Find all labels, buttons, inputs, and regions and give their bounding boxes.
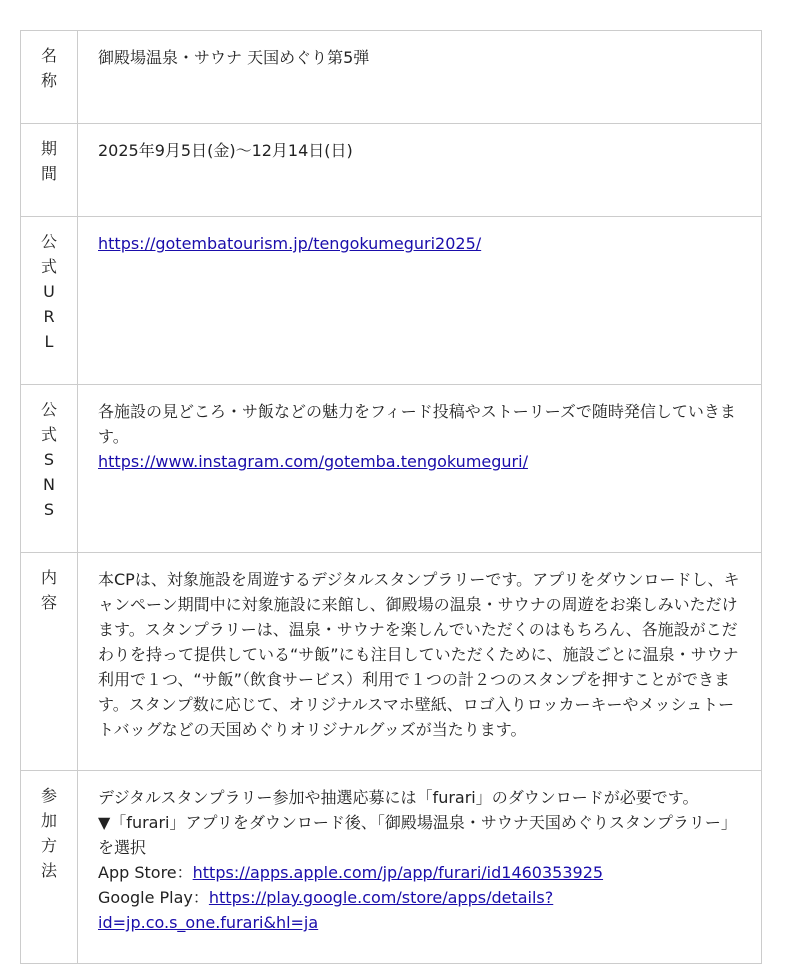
sns-description: 各施設の見どころ・サ飯などの魅力をフィード投稿やストーリーズで随時発信していきます。 — [98, 402, 736, 446]
label-char: 式 — [40, 257, 57, 276]
row-value-official-sns — [78, 385, 762, 553]
row-value-period: 2025年9月5日(金)〜12月14日(日) — [78, 124, 762, 217]
label-char: 称 — [40, 71, 57, 90]
app-store-line — [98, 860, 741, 885]
label-char: S — [43, 450, 55, 469]
label-char: L — [44, 332, 54, 351]
label-char: 容 — [40, 593, 57, 612]
app-store-link[interactable]: https://apps.apple.com/jp/app/furari/id1460353925 — [192, 863, 604, 882]
label-char: 期 — [40, 139, 57, 158]
instagram-link[interactable]: https://www.instagram.com/gotemba.tengokumeguri/ — [98, 452, 528, 471]
table-row-official-url — [21, 217, 762, 385]
row-label-period — [21, 124, 78, 217]
google-play-line — [98, 885, 741, 935]
info-table — [20, 30, 762, 964]
official-url-link[interactable]: https://gotembatourism.jp/tengokumeguri2025/ — [98, 234, 482, 253]
label-char: 名 — [40, 46, 57, 65]
table-row-content — [21, 553, 762, 771]
join-instruction: デジタルスタンプラリー参加や抽選応募には「furari」のダウンロードが必要です。 — [98, 788, 699, 807]
table-row-official-sns — [21, 385, 762, 553]
app-store-label: App Store： — [98, 863, 193, 882]
label-char: 公 — [40, 400, 57, 419]
label-char: 加 — [40, 811, 57, 830]
row-value-how-to-join — [78, 771, 762, 964]
row-label-content — [21, 553, 78, 771]
table-row-how-to-join — [21, 771, 762, 964]
label-char: 間 — [40, 164, 57, 183]
label-char: 方 — [40, 836, 57, 855]
label-char: R — [43, 307, 55, 326]
google-play-label: Google Play： — [98, 888, 209, 907]
label-char: 公 — [40, 232, 57, 251]
row-label-official-url — [21, 217, 78, 385]
table-row-period — [21, 124, 762, 217]
label-char: 参 — [40, 786, 57, 805]
row-value-official-url — [78, 217, 762, 385]
row-label-how-to-join — [21, 771, 78, 964]
row-label-official-sns — [21, 385, 78, 553]
row-value-name: 御殿場温泉・サウナ 天国めぐり第5弾 — [78, 31, 762, 124]
label-char: 内 — [40, 568, 57, 587]
label-char: U — [43, 282, 55, 301]
label-char: 式 — [40, 425, 57, 444]
row-label-name — [21, 31, 78, 124]
google-play-link[interactable]: https://play.google.com/store/apps/details?id=jp.co.s_one.furari&hl=ja — [98, 888, 554, 932]
table-row-name — [21, 31, 762, 124]
join-step: ▼「furari」アプリをダウンロード後、「御殿場温泉・サウナ天国めぐりスタンプラリー」を選択 — [98, 813, 737, 857]
label-char: N — [43, 475, 55, 494]
label-char: S — [43, 500, 55, 519]
label-char: 法 — [40, 861, 57, 880]
row-value-content: 本CPは、対象施設を周遊するデジタルスタンプラリーです。アプリをダウンロードし、キャンペーン期間中に対象施設に来館し、御殿場の温泉・サウナの周遊をお楽しみいただけます。スタンプラリーは、温泉・サウナを楽しんでいただくのはもちろん、各施設がこだわりを持って提供している“サ飯”にも注目していただくために、施設ごとに温泉・サウナ利用で１つ、“サ飯”（飲食サービス）利用で１つの計２つのスタンプを押すことができます。スタンプ数に応じて、オリジナルスマホ壁紙、ロゴ入りロッカーキーやメッシュトートバッグなどの天国めぐりオリジナルグッズが当たります。 — [78, 553, 762, 771]
